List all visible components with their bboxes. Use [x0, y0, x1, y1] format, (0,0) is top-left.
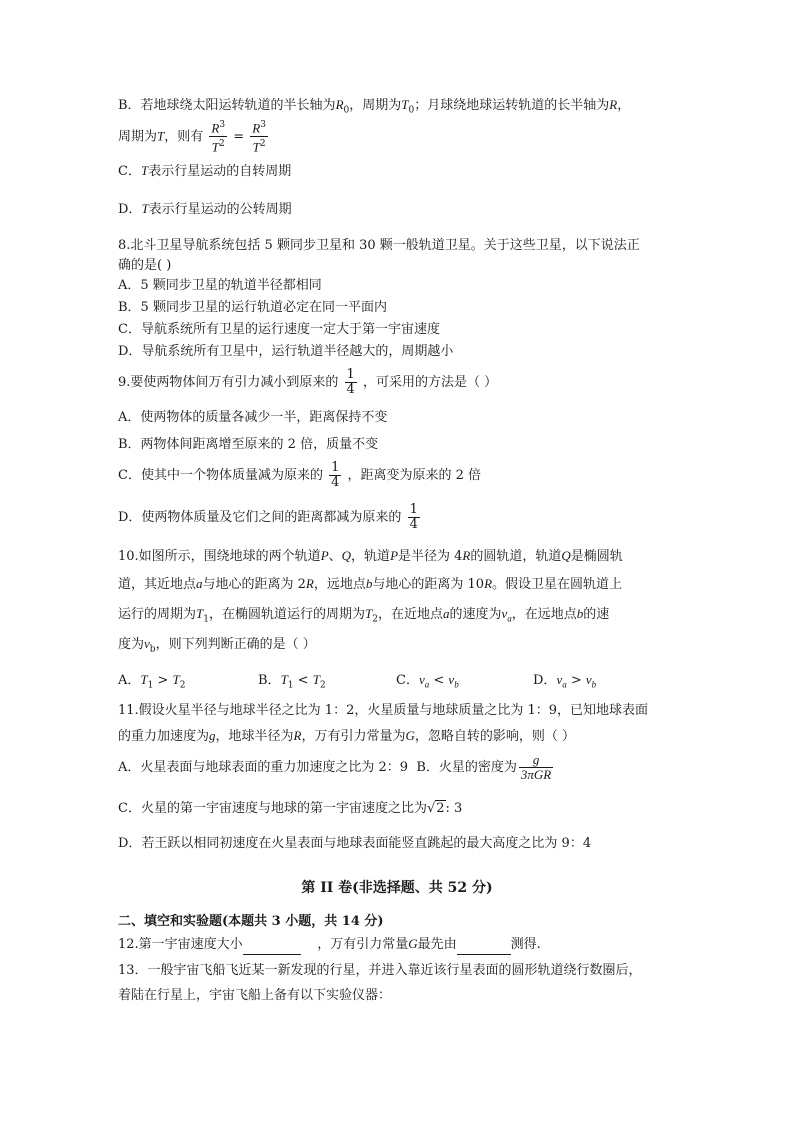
q10-option-a: A．$T_1 > T_2$: [118, 672, 186, 691]
section-2-part-heading: 二、填空和实验题(本题共 3 小题，共 14 分): [118, 914, 384, 929]
q13-stem-line2: 着陆在行星上，宇宙飞船上备有以下实验仪器：: [118, 988, 392, 1003]
q10-option-b: B．$T_1 < T_2$: [258, 672, 326, 691]
q7-option-b-line1: B．若地球绕太阳运转轨道的半长轴为$R_0$，周期为$T_0$；月球绕地球运转轨道的长半轴为R，: [118, 97, 631, 116]
q8-option-c: C．导航系统所有卫星的运行速度一定大于第一宇宙速度: [118, 322, 440, 337]
q11-option-c: C．火星的第一宇宙速度与地球的第一宇宙速度之比为√2: 3: [118, 797, 462, 821]
q10-stem-line1: 10.如图所示，围绕地球的两个轨道P、Q，轨道P是半径为 4R的圆轨道，轨道Q是椭圆轨: [118, 548, 623, 564]
q8-option-b: B．5 颗同步卫星的运行轨道必定在同一平面内: [118, 300, 387, 315]
q10-stem-line4: 度为$v_b$，则下列判断正确的是（ ）: [118, 636, 316, 655]
q8-option-d: D．导航系统所有卫星中，运行轨道半径越大的，周期越小: [118, 344, 454, 359]
q11-option-d: D．若王跃以相同初速度在火星表面与地球表面能竖直跳起的最大高度之比为 9：4: [118, 836, 592, 851]
answer-blank-2[interactable]: [457, 936, 511, 955]
q9-stem: 9.要使两物体间万有引力减小到原来的 $\frac{1}{4}$ ，可采用的方法是（ ）: [118, 367, 498, 397]
q10-option-d: D．$v_a > v_b$: [533, 672, 597, 690]
kepler-fraction-right: $\frac{R^3}{T^2}$: [252, 120, 266, 155]
q7-option-b-line2: 周期为T，则有 $\frac{R^3}{T^2}$ = $\frac{R^3}{T^2}$: [118, 120, 266, 155]
q11-option-a-b: [118, 752, 555, 784]
q12-stem: 12.第一宇宙速度大小 ，万有引力常量G最先由 测得.: [118, 935, 541, 955]
q10-option-c: C．$v_a < v_b$: [396, 672, 459, 690]
q9-fraction: $\frac{1}{4}$: [346, 367, 355, 397]
q9-option-b: B．两物体间距离增至原来的 2 倍，质量不变: [118, 437, 379, 452]
q8-stem-line2: 确的是( ): [118, 258, 172, 273]
q13-stem-line1: 13．一般宇宙飞船飞近某一新发现的行星，并进入靠近该行星表面的圆形轨道绕行数圈后，: [118, 963, 642, 978]
q9-option-a: A．使两物体的质量各减少一半，距离保持不变: [118, 410, 388, 425]
answer-blank-1[interactable]: [243, 936, 301, 955]
q9-option-d: D．使两物体质量及它们之间的距离都减为原来的 $\frac{1}{4}$: [118, 502, 418, 532]
q9-option-c: C．使其中一个物体质量减为原来的 $\frac{1}{4}$ ，距离变为原来的 2 倍: [118, 460, 482, 490]
sqrt-symbol: √2: [426, 801, 445, 816]
q11-option-a: A．火星表面与地球表面的重力加速度之比为 2：9: [118, 760, 409, 775]
q11-stem-line1: 11.假设火星半径与地球半径之比为 1：2，火星质量与地球质量之比为 1：9，已知地球表面: [118, 703, 649, 718]
q10-stem-line3: 运行的周期为$T_1$，在椭圆轨道运行的周期为$T_2$，在近地点a的速度为$v_a$，在远地点b的速: [118, 606, 610, 625]
q7-option-d: D．T表示行星运动的公转周期: [118, 201, 292, 217]
q8-stem-line1: 8.北斗卫星导航系统包括 5 颗同步卫星和 30 颗一般轨道卫星。关于这些卫星，以下说法正: [118, 238, 640, 253]
kepler-fraction-left: $\frac{R^3}{T^2}$: [211, 120, 226, 155]
section-2-title: 第 II 卷(非选择题、共 52 分): [301, 880, 493, 896]
q11-stem-line2: 的重力加速度为g，地球半径为R，万有引力常量为G，忽略自转的影响，则（ ）: [118, 728, 576, 744]
q7-option-c: C．T表示行星运动的自转周期: [118, 163, 292, 179]
q8-option-a: A．5 颗同步卫星的轨道半径都相同: [118, 278, 322, 293]
q10-stem-line2: 道，其近地点a与地心的距离为 2R，远地点b与地心的距离为 10R。假设卫星在圆轨道上: [118, 576, 623, 592]
q11-option-b: B．火星的密度为 $\frac{g}{\text{3πGR}}$: [416, 752, 552, 782]
